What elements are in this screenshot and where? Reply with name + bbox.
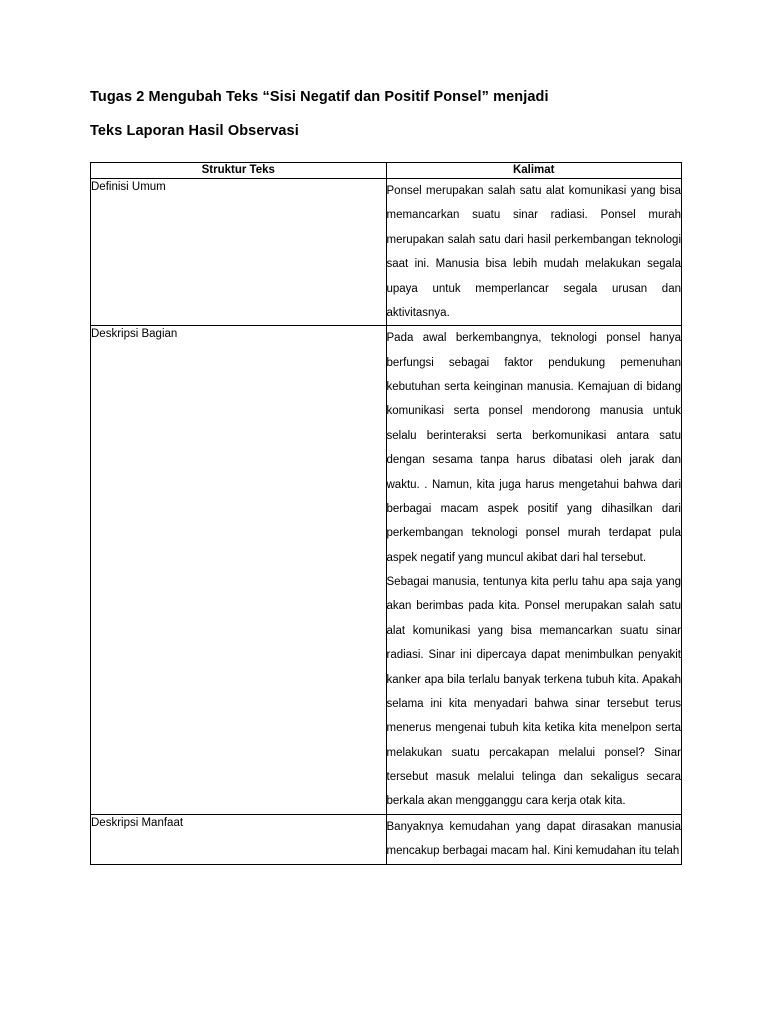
page-title <box>90 80 682 148</box>
sentence-cell <box>386 326 682 815</box>
column-header-structure: Struktur Teks <box>91 163 387 179</box>
table-header-row <box>91 163 682 179</box>
paragraph: Banyaknya kemudahan yang dapat dirasakan manusia mencakup berbagai macam hal. Kini kemudahan itu telah <box>386 820 681 858</box>
sentence-cell <box>386 179 682 326</box>
structure-cell: Deskripsi Bagian <box>91 326 387 815</box>
paragraph: Ponsel merupakan salah satu alat komunikasi yang bisa memancarkan suatu sinar radiasi. Ponsel murah merupakan salah satu dari hasil perkembangan teknologi saat ini. Manusia bisa lebih mudah melakukan segala upaya untuk memperlancar segala urusan dan aktivitasnya. <box>386 185 681 319</box>
paragraph: Pada awal berkembangnya, teknologi ponsel hanya berfungsi sebagai faktor pendukung pemenuhan kebutuhan serta keinginan manusia. Kemajuan di bidang komunikasi serta ponsel mendorong manusia untuk selalu berinteraksi serta berkomunikasi antara satu dengan sesama tanpa harus dibatasi oleh jarak dan waktu. . Namun, kita juga harus mengetahui bahwa dari berbagai macam aspek positif yang dihasilkan dari perkembangan teknologi ponsel murah terdapat pula aspek negatif yang muncul akibat dari hal tersebut. <box>386 332 681 564</box>
column-header-sentence: Kalimat <box>386 163 682 179</box>
page-title-line-2: Teks Laporan Hasil Observasi <box>90 123 299 140</box>
table-row <box>91 179 682 326</box>
structure-cell: Deskripsi Manfaat <box>91 814 387 864</box>
structure-cell: Definisi Umum <box>91 179 387 326</box>
paragraph: Sebagai manusia, tentunya kita perlu tahu apa saja yang akan berimbas pada kita. Ponsel merupakan salah satu alat komunikasi yang bisa memancarkan suatu sinar radiasi. Sinar ini dipercaya dapat menimbulkan penyakit kanker apa bila terlalu banyak terkena tubuh kita. Apakah selama ini kita menyadari bahwa sinar tersebut terus menerus mengenai tubuh kita ketika kita menelpon serta melakukan suatu percakapan melalui ponsel? Sinar tersebut masuk melalui telinga dan sekaligus secara berkala akan mengganggu cara kerja otak kita. <box>386 576 681 808</box>
table-row <box>91 326 682 815</box>
sentence-cell <box>386 814 682 864</box>
page-title-line-1: Tugas 2 Mengubah Teks “Sisi Negatif dan Positif Ponsel” menjadi <box>90 89 549 105</box>
observation-table <box>90 162 682 864</box>
table-row <box>91 814 682 864</box>
